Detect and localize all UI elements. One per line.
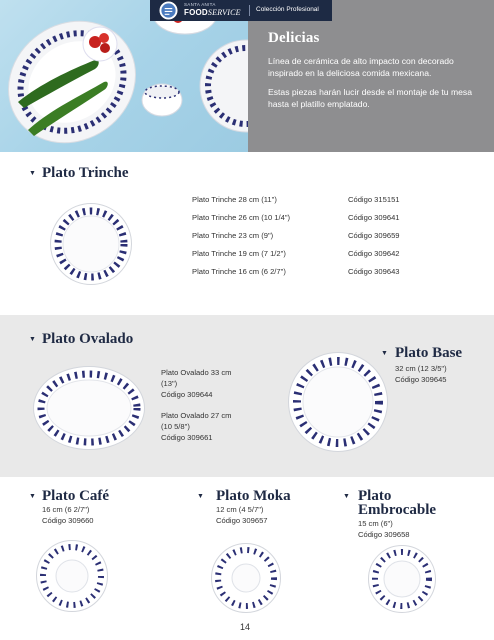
moka-code: Código 309657 <box>216 516 268 525</box>
section-title-cafe: Plato Café <box>42 488 110 504</box>
hero-paragraph-1: Línea de cerámica de alto impacto con decorado inspirado en la deliciosa comida mexicana. <box>268 56 454 78</box>
ovalado-item1-line1: Plato Ovalado 33 cm <box>161 368 232 377</box>
ovalado-item1-code: Código 309644 <box>161 390 213 399</box>
ovalado-item2-line2: (10 5/8") <box>161 422 190 431</box>
base-size: 32 cm (12 3/5") <box>395 364 447 373</box>
embrocable-code: Código 309658 <box>358 530 410 539</box>
collection-label: Colección Profesional <box>256 6 319 13</box>
plato-trinche-image <box>50 203 132 285</box>
brand-name-bold: FOOD <box>184 8 208 17</box>
trinche-row-name: Plato Trinche 16 cm (6 2/7") <box>192 267 286 276</box>
brand-small-text: SANTA ANITA <box>184 2 216 7</box>
section-title-embrocable-1: Plato <box>358 488 392 504</box>
trinche-row-code: Código 309642 <box>348 249 400 258</box>
trinche-row-name: Plato Trinche 26 cm (10 1/4") <box>192 213 291 222</box>
cafe-size: 16 cm (6 2/7") <box>42 505 90 514</box>
hero-banner <box>0 0 494 152</box>
plato-ovalado-image <box>33 366 145 450</box>
bullet-icon: ▼ <box>381 350 388 357</box>
trinche-row-name: Plato Trinche 19 cm (7 1/2") <box>192 249 286 258</box>
bullet-icon: ▼ <box>343 493 350 500</box>
trinche-row-name: Plato Trinche 23 cm (9") <box>192 231 274 240</box>
ovalado-item2-line1: Plato Ovalado 27 cm <box>161 411 232 420</box>
section-title-trinche: Plato Trinche <box>42 165 129 181</box>
hero-paragraph-2: Estas piezas harán lucir desde el montaje de tu mesa hasta el platillo emplatado. <box>268 87 472 109</box>
ovalado-item2-code: Código 309661 <box>161 433 213 442</box>
embrocable-size: 15 cm (6") <box>358 519 393 528</box>
ovalado-item1-line2: (13") <box>161 379 178 388</box>
plato-base-image <box>288 352 388 452</box>
bullet-icon: ▼ <box>29 170 36 177</box>
trinche-row-name: Plato Trinche 28 cm (11") <box>192 195 277 204</box>
trinche-row-code: Código 309659 <box>348 231 400 240</box>
brand-name <box>184 8 241 17</box>
trinche-row-code: Código 309643 <box>348 267 400 276</box>
plato-cafe-image <box>36 540 108 612</box>
hero-table-photo <box>0 0 248 152</box>
hero-photo <box>0 0 248 152</box>
trinche-row-code: Código 315151 <box>348 195 400 204</box>
section-title-embrocable-2: Embrocable <box>358 502 437 518</box>
section-title-moka: Plato Moka <box>216 488 291 504</box>
plato-moka-image <box>211 543 281 613</box>
bullet-icon: ▼ <box>29 336 36 343</box>
brand-name-italic: SERVICE <box>207 8 241 17</box>
brand-separator <box>249 5 250 16</box>
moka-size: 12 cm (4 5/7") <box>216 505 264 514</box>
bullet-icon: ▼ <box>29 493 36 500</box>
brand-logo-icon <box>159 1 178 20</box>
trinche-row-code: Código 309641 <box>348 213 400 222</box>
section-title-ovalado: Plato Ovalado <box>42 331 134 347</box>
bullet-icon: ▼ <box>197 493 204 500</box>
section-title-base: Plato Base <box>395 345 463 361</box>
plato-embrocable-image <box>368 545 436 613</box>
cafe-code: Código 309660 <box>42 516 94 525</box>
page-number: 14 <box>240 622 251 632</box>
collection-title: Delicias <box>268 30 320 46</box>
base-code: Código 309645 <box>395 375 447 384</box>
